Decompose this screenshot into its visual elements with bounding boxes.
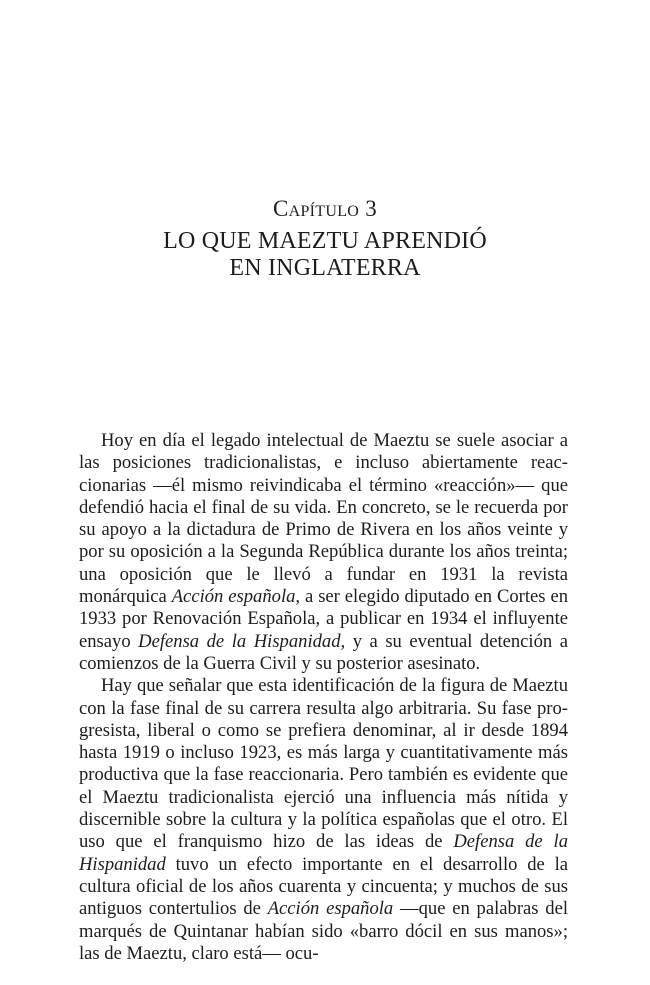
- paragraph-2: [79, 675, 568, 965]
- paragraph-2-italic-title-b: Acción española: [267, 898, 394, 920]
- paragraph-2-text-b: tuvo un efecto importante en el desarrollo de la cultura oficial de los años cuarenta y cincuenta; y muchos de sus antiguos contertulios de: [79, 853, 568, 920]
- chapter-title-line-1: LO QUE MAEZTU APRENDIÓ: [163, 228, 487, 254]
- paragraph-2-text-a: Hay que señalar que esta identificación de la figura de Maeztu con la fase final de su carrera resulta algo arbitraria. Su fase progresista, liberal o como se prefiera denominar, al ir desde 1894 hasta 1919 o incluso 1923, es más larga y cuantitativamente más productiva que la fase reaccionaria. Pero también es evidente que el Maeztu tradicionalista ejerció una influencia más nítida y discernible sobre la cultura y la política españolas que el otro. El uso que el franquismo hizo de las ideas de: [79, 675, 568, 853]
- paragraph-2-italic-title-a: Defensa de la Hispanidad: [79, 831, 568, 875]
- body-text: [79, 430, 568, 965]
- paragraph-1: [79, 430, 568, 675]
- chapter-title: [0, 228, 650, 282]
- paragraph-2-text-c: —que en palabras del marqués de Quintanar habían sido «barro dócil en sus manos»; las de Maeztu, claro está— ocu-: [79, 898, 568, 964]
- paragraph-1-text-c: y a su eventual detención a comienzos de la Guerra Civil y su posterior asesinato.: [79, 630, 568, 674]
- paragraph-1-italic-title-a: Acción española,: [171, 586, 301, 608]
- paragraph-1-text-b: a ser elegido diputado en Cortes en 1933 por Renovación Española, a publicar en 1934 el influyente ensayo: [79, 586, 568, 652]
- chapter-number: Capítulo 3: [272, 196, 378, 221]
- chapter-title-line-2: EN INGLATERRA: [229, 255, 421, 281]
- paragraph-1-text-a: Hoy en día el legado intelectual de Maeztu se suele asociar a las posiciones tradicionalistas, e incluso abiertamente reaccionarias —él mismo reivindicaba el término «reacción»— que defendió hacia el final de su vida. En concreto, se le recuerda por su apoyo a la dictadura de Primo de Rivera en los años veinte y por su oposición a la Segunda República durante los años treinta; una oposición que le llevó a fundar en 1931 la revista monárquica: [79, 430, 568, 608]
- paragraph-1-italic-title-b: Defensa de la Hispanidad,: [138, 630, 346, 652]
